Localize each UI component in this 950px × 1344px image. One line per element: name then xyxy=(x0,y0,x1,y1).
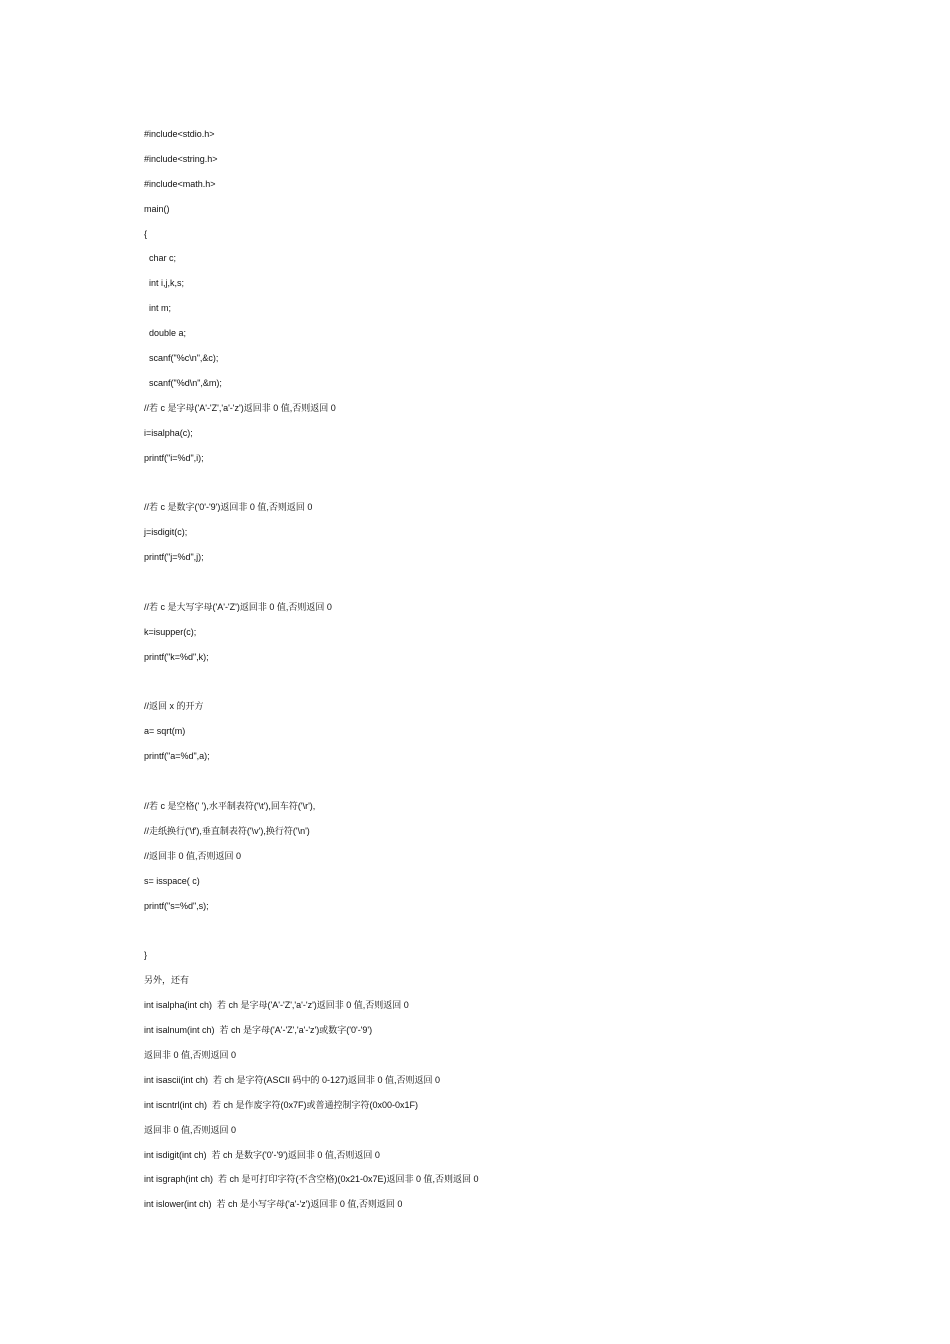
code-line: printf("j=%d",j); xyxy=(144,552,204,563)
blank-line xyxy=(144,922,864,947)
code-line: j=isdigit(c); xyxy=(144,527,188,538)
code-line: #include<string.h> xyxy=(144,153,218,164)
code-line: printf("i=%d",i); xyxy=(144,452,204,463)
code-line: printf("k=%d",k); xyxy=(144,651,209,662)
code-listing xyxy=(144,125,864,1220)
code-line: k=isupper(c); xyxy=(144,626,197,637)
code-line: int m; xyxy=(144,303,172,314)
function-description: 返回非 0 值,否则返回 0 xyxy=(144,1124,237,1135)
text-line: 另外，还有 xyxy=(144,975,190,986)
comment-line: //若 c 是字母('A'-'Z','a'-'z')返回非 0 值,否则返回 0 xyxy=(144,402,336,413)
code-line: { xyxy=(144,228,148,239)
code-line: a= sqrt(m) xyxy=(144,726,186,737)
code-line: int i,j,k,s; xyxy=(144,278,185,289)
code-line: i=isalpha(c); xyxy=(144,427,193,438)
code-line: } xyxy=(144,950,148,961)
function-description: int isalpha(int ch) 若 ch 是字母('A'-'Z','a'-'z')返回非 0 值,否则返回 0 xyxy=(144,1000,409,1011)
function-description: int isdigit(int ch) 若 ch 是数字('0'-'9')返回非 0 值,否则返回 0 xyxy=(144,1149,380,1160)
function-description: int iscntrl(int ch) 若 ch 是作废字符(0x7F)或普通控制字符(0x00-0x1F) xyxy=(144,1099,419,1110)
comment-line: //若 c 是数字('0'-'9')返回非 0 值,否则返回 0 xyxy=(144,502,313,513)
code-line: #include<math.h> xyxy=(144,178,216,189)
code-line: scanf("%d\n",&m); xyxy=(144,377,222,388)
code-line: printf("s=%d",s); xyxy=(144,900,209,911)
function-description: int isgraph(int ch) 若 ch 是可打印字符(不含空格)(0x21-0x7E)返回非 0 值,否则返回 0 xyxy=(144,1174,479,1185)
comment-line: //若 c 是空格(' '),水平制表符('\t'),回车符('\r'), xyxy=(144,801,316,812)
comment-line: //返回非 0 值,否则返回 0 xyxy=(144,850,242,861)
comment-line: //若 c 是大写字母('A'-'Z')返回非 0 值,否则返回 0 xyxy=(144,601,332,612)
function-description: int isalnum(int ch) 若 ch 是字母('A'-'Z','a'-'z')或数字('0'-'9') xyxy=(144,1025,373,1036)
code-line: double a; xyxy=(144,328,187,339)
function-description: int islower(int ch) 若 ch 是小写字母('a'-'z')返回非 0 值,否则返回 0 xyxy=(144,1199,403,1210)
code-line: #include<stdio.h> xyxy=(144,129,215,139)
code-line: main() xyxy=(144,203,170,214)
code-line: s= isspace( c) xyxy=(144,875,200,886)
function-description: 返回非 0 值,否则返回 0 xyxy=(144,1049,237,1060)
blank-line xyxy=(144,673,864,698)
blank-line xyxy=(144,473,864,498)
code-line: char c; xyxy=(144,253,177,264)
blank-line xyxy=(144,772,864,797)
function-description: int isascii(int ch) 若 ch 是字符(ASCII 码中的 0-127)返回非 0 值,否则返回 0 xyxy=(144,1074,441,1085)
blank-line xyxy=(144,573,864,598)
code-line: scanf("%c\n",&c); xyxy=(144,353,219,364)
code-line: printf("a=%d",a); xyxy=(144,751,210,762)
comment-line: //返回 x 的开方 xyxy=(144,701,204,712)
comment-line: //走纸换行('\f'),垂直制表符('\v'),换行符('\n') xyxy=(144,825,310,836)
